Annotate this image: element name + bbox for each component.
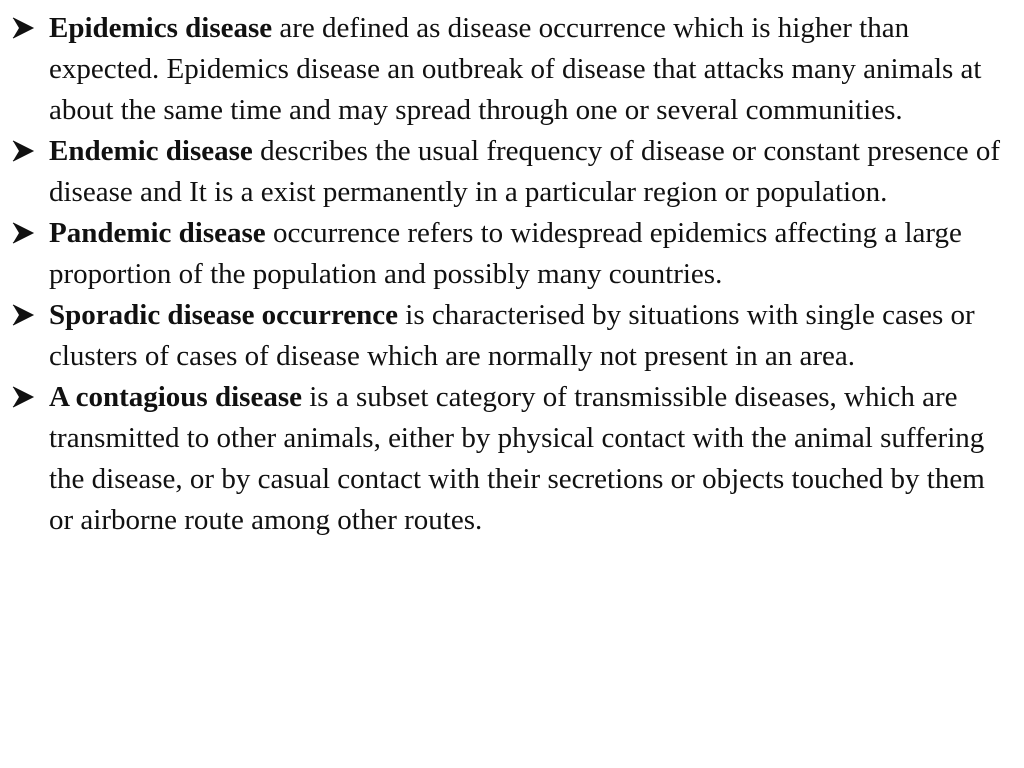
definition-text: describes the usual frequency of disease or constant presence of disease and It is a exist permanently in a particular region or population. <box>49 135 1001 208</box>
list-item-endemic <box>10 131 1014 213</box>
definition-text: occurrence refers to widespread epidemics affecting a large proportion of the population and possibly many countries. <box>49 217 962 290</box>
list-item-sporadic <box>10 295 1014 377</box>
arrowhead-bullet-icon <box>10 17 36 39</box>
term-label: Endemic disease <box>49 135 253 167</box>
list-item-epidemics <box>10 8 1014 131</box>
list-item-pandemic <box>10 213 1014 295</box>
term-label: A contagious disease <box>49 381 302 413</box>
definition-text: is a subset category of transmissible diseases, which are transmitted to other animals, either by physical contact with the animal suffering the disease, or by casual contact with their secretions or objects touched by them or airborne route among other routes. <box>49 381 985 536</box>
arrowhead-bullet-icon <box>10 386 36 408</box>
term-label: Epidemics disease <box>49 12 273 44</box>
definition-text: is characterised by situations with single cases or clusters of cases of disease which are normally not present in an area. <box>49 299 975 372</box>
arrowhead-bullet-icon <box>10 222 36 244</box>
definition-list <box>10 8 1014 541</box>
arrowhead-bullet-icon <box>10 304 36 326</box>
definition-text: are defined as disease occurrence which is higher than expected. Epidemics disease an outbreak of disease that attacks many animals at about the same time and may spread through one or several communities. <box>49 12 982 126</box>
list-item-contagious <box>10 377 1014 541</box>
term-label: Sporadic disease occurrence <box>49 299 399 331</box>
arrowhead-bullet-icon <box>10 140 36 162</box>
term-label: Pandemic disease <box>49 217 266 249</box>
